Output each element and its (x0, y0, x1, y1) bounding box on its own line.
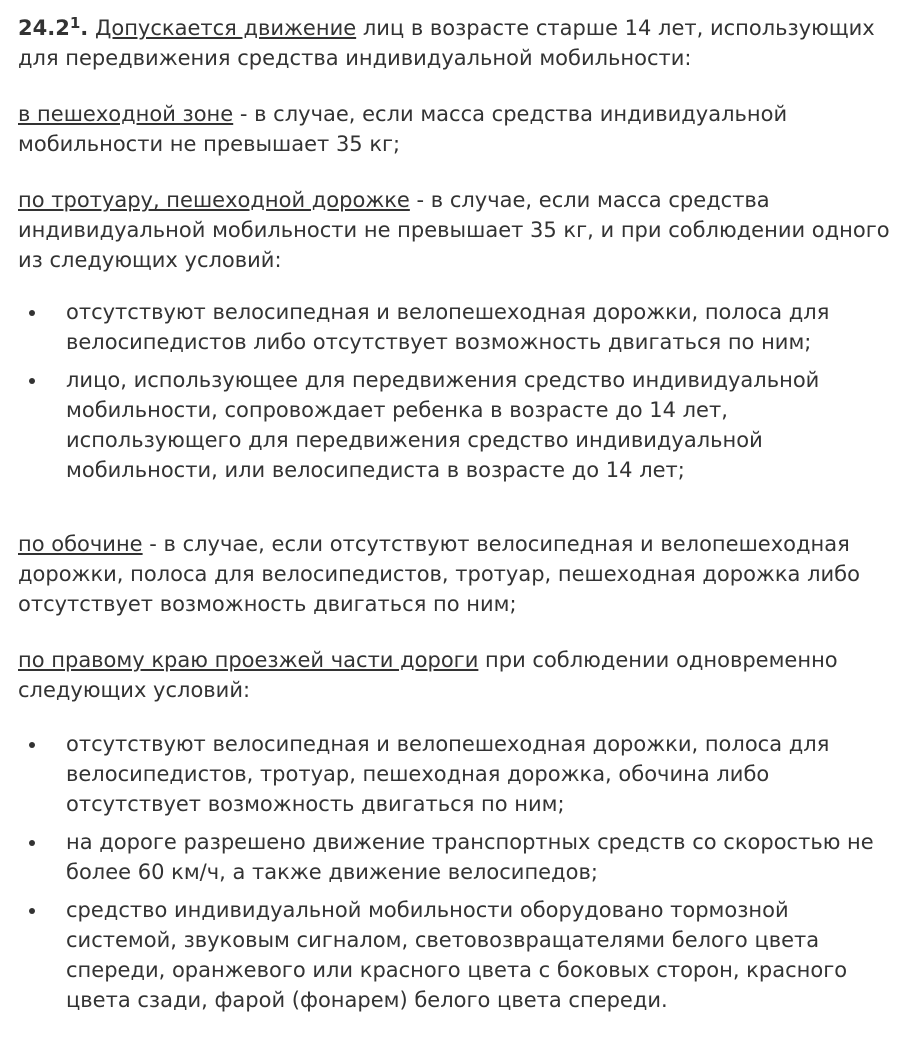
rule-number-superscript: 1 (69, 14, 81, 32)
list-item: средство индивидуальной мобильности оборудовано тормозной системой, звуковым сигналом, световозвращателями белого цвета спереди, оранжевого или красного цвета с боковых сторон, красного цвета сзади, фарой (фонарем) белого цвета спереди. (18, 895, 890, 1015)
section-text: при соблюдении одновременно следующих условий: (18, 648, 838, 702)
bullet-icon (29, 908, 35, 914)
section-pedestrian-zone (18, 99, 890, 159)
section-place-label: в пешеходной зоне (18, 102, 234, 126)
section-text: - в случае, если масса средства индивидуальной мобильности не превышает 35 кг; (18, 102, 788, 156)
rule-intro-text: лиц в возрасте старше 14 лет, использующих для передвижения средства индивидуальной мобильности: (18, 16, 875, 70)
rule-number: 24.2$^1$. (18, 14, 89, 40)
section-text: - в случае, если масса средства индивидуальной мобильности не превышает 35 кг, и при соблюдении одного из следующих условий: (18, 188, 890, 272)
sidewalk-conditions-list (18, 297, 890, 485)
section-place-label: по обочине (18, 532, 143, 556)
roadway-conditions-list (18, 729, 890, 1015)
section-place-label: по тротуару, пешеходной дорожке (18, 188, 410, 212)
section-text: - в случае, если отсутствуют велосипедная и велопешеходная дорожки, полоса для велосипедистов, тротуар, пешеходная дорожка либо отсутствует возможность двигаться по ним; (18, 532, 860, 616)
bullet-icon (29, 742, 35, 748)
list-item: отсутствуют велосипедная и велопешеходная дорожки, полоса для велосипедистов либо отсутствует возможность двигаться по ним; (18, 297, 890, 357)
list-item: на дороге разрешено движение транспортных средств со скоростью не более 60 км/ч, а также движение велосипедов; (18, 827, 890, 887)
rule-subject: Допускается движение (94, 16, 357, 40)
section-place-label: по правому краю проезжей части дороги (18, 648, 479, 672)
bullet-icon (29, 310, 35, 316)
rule-heading-paragraph (18, 13, 890, 73)
section-roadway-edge (18, 645, 890, 705)
bullet-icon (29, 840, 35, 846)
section-sidewalk (18, 185, 890, 275)
bullet-icon (29, 378, 35, 384)
list-item: лицо, использующее для передвижения средство индивидуальной мобильности, сопровождает ребенка в возрасте до 14 лет, использующего для передвижения средство индивидуальной мобильности, или велосипедиста в возрасте до 14 лет; (18, 365, 890, 485)
section-shoulder (18, 529, 890, 619)
list-item: отсутствуют велосипедная и велопешеходная дорожки, полоса для велосипедистов, тротуар, пешеходная дорожка, обочина либо отсутствует возможность двигаться по ним; (18, 729, 890, 819)
